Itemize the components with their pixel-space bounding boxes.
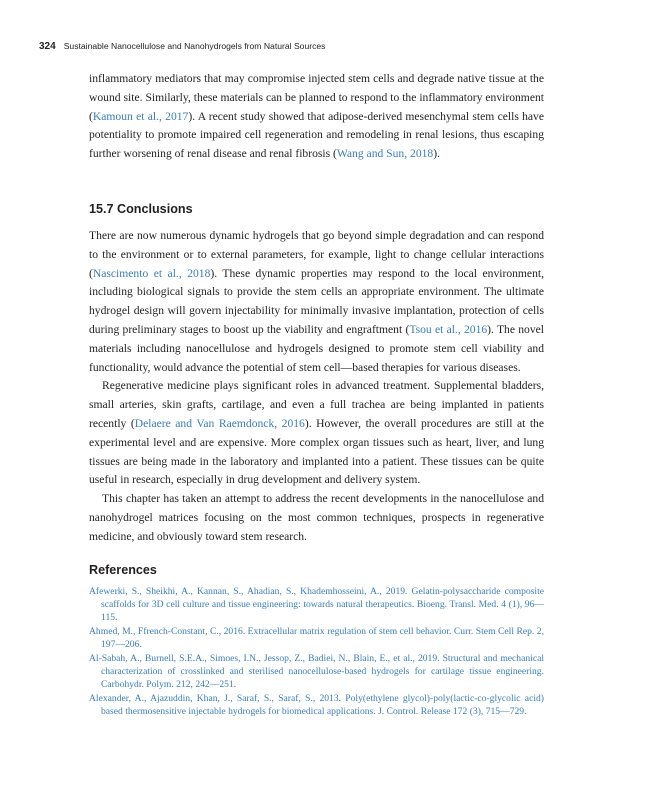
conclusions-paragraph-1 (89, 227, 544, 377)
intro-text-c: ). (433, 147, 440, 161)
p1-text-c: ). The novel materials including nanocellulose and hydrogels designed to promote stem cell viability and functionality, would advance the potential of stem cell—based therapies for various diseases. (89, 322, 544, 374)
references-list (89, 585, 544, 719)
conclusions-paragraph-3: This chapter has taken an attempt to address the recent developments in the nanocellulose and nanohydrogel matrices focusing on the most common techniques, prospects in regenerative medicine, and obviously toward stem research. (89, 492, 544, 543)
book-title: Sustainable Nanocellulose and Nanohydrogels from Natural Sources (63, 41, 326, 51)
reference-item[interactable]: Al-Sabah, A., Burnell, S.E.A., Simoes, I.N., Jessop, Z., Badiei, N., Blain, E., et al., 2019. Structural and mechanical characterization of crosslinked and sterilised nanocellulose-based hydrogels for cartilage tissue engineering. Carbohydr. Polym. 212, 242—251. (89, 653, 544, 691)
running-head (39, 41, 325, 52)
citation-tsou-2016[interactable]: Tsou et al., 2016 (409, 322, 488, 336)
p1-text-b: ). These dynamic properties may respond to the local environment, including biological signals to provide the stem cells an appropriate environment. The ultimate hydrogel design will govern injectability for minimally invasive implantation, protection of cells during preliminary stages to boost up the viability and engraftment ( (89, 266, 544, 336)
citation-kamoun-2017[interactable]: Kamoun et al., 2017 (92, 109, 189, 123)
intro-text-a: inflammatory mediators that may compromise injected stem cells and degrade native tissue at the wound site. Similarly, these materials can be planned to respond to the inflammatory environment ( (89, 72, 544, 123)
reference-item[interactable]: Alexander, A., Ajazuddin, Khan, J., Saraf, S., Saraf, S., 2013. Poly(ethylene glycol)-poly(lactic-co-glycolic acid) based thermosensitive injectable hydrogels for biomedical applications. J. Control. Release 172 (3), 715—729. (89, 693, 544, 718)
citation-nascimento-2018[interactable]: Nascimento et al., 2018 (92, 266, 211, 280)
reference-item[interactable]: Afewerki, S., Sheikhi, A., Kannan, S., Ahadian, S., Khademhosseini, A., 2019. Gelatin-polysaccharide composite scaffolds for 3D cell culture and tissue engineering: towards natural therapeutics. Bioeng. Transl. Med. 4 (1), 96—115. (89, 586, 544, 624)
citation-delaere-2016[interactable]: Delaere and Van Raemdonck, 2016 (134, 416, 305, 430)
conclusions-paragraph-2 (89, 377, 544, 490)
references-heading: References (89, 563, 157, 577)
intro-paragraph (89, 70, 544, 164)
intro-block (89, 70, 544, 164)
p2-text-b: ). However, the overall procedures are still at the experimental level and are expensive. More complex organ tissues such as heart, liver, and lung tissues are being made in the laboratory and implanted into a patient. These tissues can be quite useful in research, especially in drug development and delivery system. (89, 416, 544, 487)
p1-text-a: There are now numerous dynamic hydrogels that go beyond simple degradation and can respond to the environment or to external parameters, for example, light to change cellular interactions ( (89, 229, 544, 280)
page-number: 324 (39, 41, 56, 52)
reference-item[interactable]: Ahmed, M., Ffrench-Constant, C., 2016. Extracellular matrix regulation of stem cell behavior. Curr. Stem Cell Rep. 2, 197—206. (89, 626, 544, 651)
conclusions-body (89, 227, 544, 547)
references-section (89, 563, 544, 577)
p2-text-a: Regenerative medicine plays significant roles in advanced treatment. Supplemental bladders, small arteries, skin grafts, cartilage, and even a full trachea are being implanted in patients recently ( (89, 379, 544, 430)
citation-wang-sun-2018[interactable]: Wang and Sun, 2018 (336, 147, 434, 161)
section-heading: 15.7 Conclusions (89, 202, 193, 216)
conclusions-section (89, 202, 544, 216)
intro-text-b: ). A recent study showed that adipose-derived mesenchymal stem cells have potentiality to promote impaired cell regeneration and remodeling in renal lesions, thus escaping further worsening of renal disease and renal fibrosis ( (89, 109, 544, 161)
